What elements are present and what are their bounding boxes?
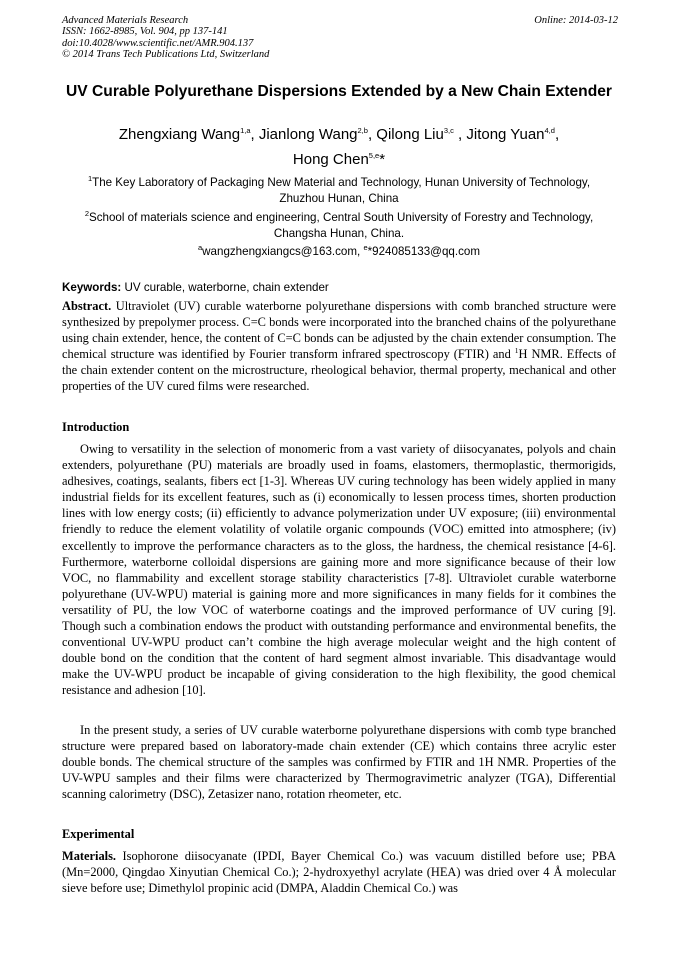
author-separator: ,: [554, 126, 560, 143]
affiliation-2: [62, 210, 616, 242]
paper-title: UV Curable Polyurethane Dispersions Extended by a New Chain Extender: [66, 83, 612, 100]
affiliation-number: 1: [87, 174, 93, 184]
abstract-text: Ultraviolet (UV) curable waterborne polyurethane dispersions with comb branched structure were synthesized by prepolymer process. C=C bonds were incorporated into the branched chains of the polyurethane using chain extender, hence, the content of C=C bonds can be adjusted by the chain extender consumption. The chemical structure was identified by Fourier transform infrared spectroscopy (FTIR) and: [62, 299, 616, 362]
affiliation-line: The Key Laboratory of Packaging New Material and Technology, Hunan University of Technology,: [92, 176, 591, 189]
author-separator: ,: [367, 126, 377, 143]
keywords: [62, 280, 616, 296]
experimental-heading: Experimental: [62, 827, 135, 841]
affiliation-line: Zhuzhou Hunan, China: [279, 192, 399, 205]
affiliation-line: Changsha Hunan, China.: [273, 227, 405, 240]
abstract-text: H NMR. Effects of the chain extender content on the microstructure, rheological behavior, thermal property, mechanical and other properties of the UV cured films were researched.: [62, 347, 616, 394]
email-link[interactable]: wangzhengxiangcs@163.com,: [202, 245, 364, 258]
keywords-label: Keywords:: [62, 281, 122, 294]
keywords-text: UV curable, waterborne, chain extender: [121, 281, 329, 294]
introduction-paragraph-2: In the present study, a series of UV curable waterborne polyurethane dispersions with comb type branched structure were prepared based on laboratory-made chain extender (CE) which contains three acrylic ester double bonds. The chemical structure of the samples was confirmed by FTIR and 1H NMR. Properties of the UV-WPU samples and their films were characterized by Thermogravimetric analyzer (TGA), Differential scanning calorimetry (DSC), Zetasizer nano, rotation rheometer, etc.: [62, 723, 616, 802]
abstract: [62, 298, 616, 395]
author-separator: ,: [250, 126, 259, 143]
author-affil-sup: 1,a: [240, 126, 251, 135]
author-name: Jitong Yuan: [466, 126, 545, 143]
issn-line: ISSN: 1662-8985, Vol. 904, pp 137-141: [62, 26, 228, 38]
author-affil-sup: 3,c: [443, 126, 454, 135]
doi-line: doi:10.4028/www.scientific.net/AMR.904.137: [62, 37, 254, 49]
introduction-paragraph-1: Owing to versatility in the selection of monomeric from a vast variety of diisocyanates, polyols and chain extenders, polyurethane (PU) materials are broadly used in foams, elastomers, thermoplastic, thermorigids, adhesives, coatings, sealants, fibers ect [1-3]. Whereas UV curing technology has been widely applied in many industrial fields for its excellent features, such as (i) economically to lessen process times, shorten production lines with low energy costs; (ii) efficiently to advance polymerization under UV exposure; (iii) environmental friendly to reduce the element volatility of volatile organic compounds (VOC) emitted into atmosphere; (iv) excellently to improve the performance characters as to the gloss, the hardness, the chemical resistance [4-6]. Furthermore, waterborne colloidal dispersions are gaining more and more significance because of their low VOC, no flammability and excellent storage stability characteristics [7-8]. Ultraviolet curable waterborne polyurethane (UV-WPU) material is gaining more and more significances in many fields for it combines the versatility of PU, the low VOC of waterborne coatings and the improved performance of UV curing [9]. Though such a combination endows the product with outstanding performance and environmental benefits, the conventional UV-WPU product can’t combine the high average molecular weight and the high content of double bond on the condition that the content of hard segment almost invariable. This disadvantage would make the UV-WPU product be incapable of giving consideration to the high flexibility, the good chemical resistance and adhesion [10].: [62, 442, 616, 698]
author-emails: [62, 243, 616, 261]
author-name: Hong Chen: [292, 151, 369, 168]
affiliation-line: School of materials science and engineering, Central South University of Forestry and Technology,: [89, 211, 594, 224]
affiliation-number: 2: [84, 209, 89, 219]
author-list: [62, 122, 616, 172]
author-name: Jianlong Wang: [258, 126, 358, 143]
author-affil-sup: 2,b: [357, 126, 368, 135]
journal-name: Advanced Materials Research: [62, 15, 189, 26]
author-affil-sup: 5,e: [368, 151, 380, 160]
materials-label: Materials.: [62, 849, 117, 863]
email-link[interactable]: *924085133@qq.com: [367, 245, 480, 258]
email-sup: e: [363, 243, 368, 253]
abstract-label: Abstract.: [62, 299, 112, 313]
materials-paragraph: [62, 848, 616, 896]
author-name: Qilong Liu: [376, 126, 444, 143]
author-separator: ,: [453, 126, 467, 143]
materials-text: Isophorone diisocyanate (IPDI, Bayer Chemical Co.) was vacuum distilled before use; PBA (Mn=2000, Qingdao Xinyutian Chemical Co.); 2-hydroxyethyl acrylate (HEA) was dried over 4 Å molecular sieve before use; Dimethylol propinic acid (DMPA, Aladdin Chemical Co.) was: [62, 849, 616, 896]
journal-header: [62, 15, 618, 61]
online-date: Online: 2014-03-12: [534, 15, 618, 26]
email-sup: a: [198, 243, 203, 253]
copyright-line: © 2014 Trans Tech Publications Ltd, Switzerland: [62, 49, 270, 61]
author-name: Zhengxiang Wang: [118, 126, 241, 143]
introduction-heading: Introduction: [62, 420, 130, 434]
author-affil-sup: 4,d: [544, 126, 555, 135]
abstract-sup: 1: [514, 346, 519, 356]
affiliation-1: [62, 175, 616, 207]
author-separator: *: [379, 151, 386, 168]
